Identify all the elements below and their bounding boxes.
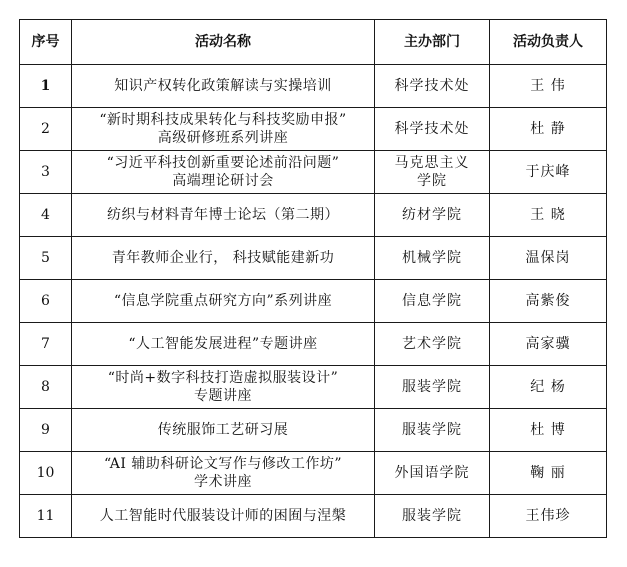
cell-host-department (375, 151, 490, 194)
table-row (20, 495, 607, 538)
cell-host-department (375, 495, 490, 538)
cell-activity-lead: 鞠 丽 (490, 452, 607, 495)
cell-serial-number: 4 (20, 194, 72, 237)
activity-name-line: 高端理论研讨会 (172, 173, 274, 189)
table-row (20, 323, 607, 366)
activity-name-line: 人工智能时代服装设计师的困囿与涅槃 (99, 508, 347, 524)
activity-name-line: 知识产权转化政策解读与实操培训 (114, 78, 332, 94)
activity-name-line: “时尚+数字科技打造虚拟服装设计” (107, 370, 339, 386)
table-row (20, 452, 607, 495)
cell-activity-lead: 温保岗 (490, 237, 607, 280)
cell-activity-name (72, 65, 375, 108)
cell-activity-name (72, 108, 375, 151)
cell-activity-lead: 高家骥 (490, 323, 607, 366)
host-department-line: 马克思主义 (394, 155, 470, 171)
header-activity-lead: 活动负责人 (490, 20, 607, 65)
cell-activity-name (72, 151, 375, 194)
cell-activity-lead: 高紫俊 (490, 280, 607, 323)
table-row (20, 65, 607, 108)
activity-name-line: “新时期科技成果转化与科技奖励申报” (99, 112, 347, 128)
cell-host-department (375, 323, 490, 366)
cell-serial-number: 1 (20, 65, 72, 108)
cell-activity-lead: 杜 博 (490, 409, 607, 452)
cell-activity-lead: 杜 静 (490, 108, 607, 151)
cell-host-department (375, 65, 490, 108)
cell-activity-name (72, 409, 375, 452)
host-department-line: 信息学院 (402, 293, 462, 309)
cell-activity-lead: 王伟珍 (490, 495, 607, 538)
activity-name-line: “AI 辅助科研论文写作与修改工作坊” (103, 456, 343, 472)
cell-host-department (375, 366, 490, 409)
cell-activity-lead: 王 晓 (490, 194, 607, 237)
host-department-line: 学院 (417, 173, 447, 189)
activity-name-line: 传统服饰工艺研习展 (157, 422, 289, 438)
host-department-line: 外国语学院 (394, 465, 470, 481)
cell-serial-number: 3 (20, 151, 72, 194)
host-department-line: 科学技术处 (394, 78, 470, 94)
table-header-row (20, 20, 607, 65)
cell-serial-number: 9 (20, 409, 72, 452)
table-row (20, 280, 607, 323)
cell-activity-name (72, 237, 375, 280)
cell-host-department (375, 409, 490, 452)
activity-name-line: 纺织与材料青年博士论坛（第二期） (107, 207, 339, 223)
cell-host-department (375, 452, 490, 495)
cell-activity-name (72, 366, 375, 409)
table-row (20, 108, 607, 151)
cell-host-department (375, 194, 490, 237)
cell-activity-name (72, 452, 375, 495)
table-row (20, 237, 607, 280)
table-row (20, 409, 607, 452)
header-activity-name: 活动名称 (72, 20, 375, 65)
table-row (20, 194, 607, 237)
table-body (20, 65, 607, 538)
activity-name-line: 青年教师企业行， 科技赋能建新功 (111, 250, 335, 266)
activity-name-line: 专题讲座 (194, 388, 252, 404)
cell-serial-number: 11 (20, 495, 72, 538)
host-department-line: 服装学院 (402, 508, 462, 524)
host-department-line: 服装学院 (402, 379, 462, 395)
cell-serial-number: 7 (20, 323, 72, 366)
cell-serial-number: 6 (20, 280, 72, 323)
cell-activity-name (72, 495, 375, 538)
header-host-department: 主办部门 (375, 20, 490, 65)
cell-serial-number: 8 (20, 366, 72, 409)
host-department-line: 机械学院 (402, 250, 462, 266)
cell-activity-name (72, 323, 375, 366)
cell-activity-name (72, 194, 375, 237)
header-serial-number: 序号 (20, 20, 72, 65)
cell-activity-lead: 王 伟 (490, 65, 607, 108)
cell-serial-number: 2 (20, 108, 72, 151)
host-department-line: 纺材学院 (402, 207, 462, 223)
activity-name-line: “人工智能发展进程”专题讲座 (128, 336, 318, 352)
activity-name-line: “习近平科技创新重要论述前沿问题” (106, 155, 340, 171)
host-department-line: 艺术学院 (402, 336, 462, 352)
host-department-line: 科学技术处 (394, 121, 470, 137)
cell-serial-number: 5 (20, 237, 72, 280)
activity-name-line: 学术讲座 (194, 474, 252, 490)
table-row (20, 366, 607, 409)
cell-activity-lead: 于庆峰 (490, 151, 607, 194)
cell-activity-lead: 纪 杨 (490, 366, 607, 409)
activity-name-line: 高级研修班系列讲座 (157, 130, 289, 146)
cell-host-department (375, 237, 490, 280)
cell-serial-number: 10 (20, 452, 72, 495)
cell-host-department (375, 280, 490, 323)
table-row (20, 151, 607, 194)
cell-activity-name (72, 280, 375, 323)
cell-host-department (375, 108, 490, 151)
host-department-line: 服装学院 (402, 422, 462, 438)
activity-table (19, 19, 607, 538)
activity-name-line: “信息学院重点研究方向”系列讲座 (113, 293, 333, 309)
